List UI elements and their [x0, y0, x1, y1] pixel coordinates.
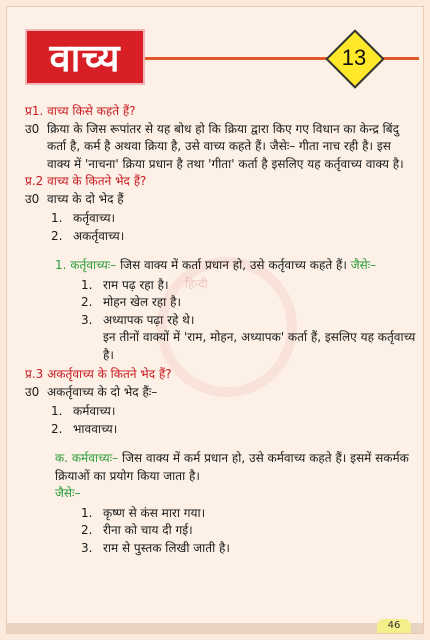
- kartri-heading: 1. कर्तृवाच्यः–: [55, 258, 117, 272]
- kartri-definition: 1. कर्तृवाच्यः– जिस वाक्य में कर्ता प्रधान हो, उसे कर्तृवाच्य कहते हैं। जैसेः–: [55, 258, 377, 272]
- list-item: 1. कृष्ण से कंस मारा गया।: [81, 505, 206, 520]
- list-item: 2. रीना को चाय दी गई।: [81, 523, 193, 537]
- example-label: जैसेः–: [55, 486, 81, 500]
- example-list: [55, 505, 417, 558]
- answer-label: उ0: [25, 121, 40, 136]
- question-2: प्र.2 वाच्य के कितने भेद हैं?: [25, 174, 147, 188]
- answer-text: वाच्य के दो भेद हैं: [47, 191, 124, 206]
- content: [25, 103, 417, 559]
- answer-text: क्रिया के जिस रूपांतर से यह बोध हो कि क्रिया द्वारा किए गए विधान का केन्द्र बिंदु कर्ता है, कर्म है अथवा क्रिया है, उसे वाच्य कहते हैं। जैसेः– गीता नाच रही है। इस वाक्य में 'नाचना' क्रिया प्रधान है तथा 'गीता' कर्ता है इसलिए यह कर्तृवाच्य वाक्य है।: [47, 121, 404, 171]
- list-item: 1. राम पढ़ रहा है।: [81, 277, 169, 292]
- kartri-note: इन तीनों वाक्यों में 'राम, मोहन, अध्यापक' कर्ता हैं, इसलिए यह कर्तृवाच्य है।: [103, 330, 416, 362]
- types-list: [25, 210, 417, 245]
- list-item: 3. राम से पुस्तक लिखी जाती है।: [81, 540, 230, 555]
- answer-label: उ0: [25, 384, 40, 399]
- kartri-section: [25, 257, 417, 364]
- list-item: 3. अध्यापक पढ़ा रहे थे।: [81, 312, 195, 327]
- types-list: [25, 403, 417, 438]
- list-item: 2. भाववाच्य।: [51, 421, 118, 436]
- chapter-number-badge: [327, 31, 381, 85]
- header-divider: [145, 57, 327, 60]
- page-number: 46: [377, 619, 411, 633]
- karma-definition: क. कर्मवाच्यः– जिस वाक्य में कर्म प्रधान हो, उसे कर्मवाच्य कहते हैं। इसमें सकर्मक क्रियाओं का प्रयोग किया जाता है।: [55, 451, 409, 483]
- page: [6, 6, 424, 634]
- example-list: [55, 277, 417, 365]
- karma-section: [25, 450, 417, 557]
- karma-heading: क. कर्मवाच्यः–: [55, 451, 119, 465]
- list-item: 2. मोहन खेल रहा है।: [81, 295, 182, 309]
- list-item: 2. अकर्तृवाच्य।: [51, 228, 125, 243]
- footer-bar: [7, 623, 424, 633]
- chapter-number: 13: [341, 45, 367, 70]
- answer-label: उ0: [25, 191, 40, 206]
- answer-text: अकर्तृवाच्य के दो भेद हैंः–: [47, 384, 158, 399]
- answer-2: [25, 191, 417, 209]
- answer-3: [25, 384, 417, 402]
- example-label: जैसेः–: [350, 258, 377, 272]
- list-item: 1. कर्तृवाच्य।: [51, 211, 116, 225]
- question-1: प्र1. वाच्य किसे कहते हैं?: [25, 104, 136, 118]
- chapter-title: वाच्य: [25, 29, 145, 85]
- list-item: 1. कर्मवाच्य।: [51, 404, 116, 418]
- answer-1: [25, 121, 417, 174]
- watermark-text: हिन्दी: [185, 277, 208, 291]
- question-3: प्र.3 अकर्तृवाच्य के कितने भेद हैं?: [25, 367, 172, 381]
